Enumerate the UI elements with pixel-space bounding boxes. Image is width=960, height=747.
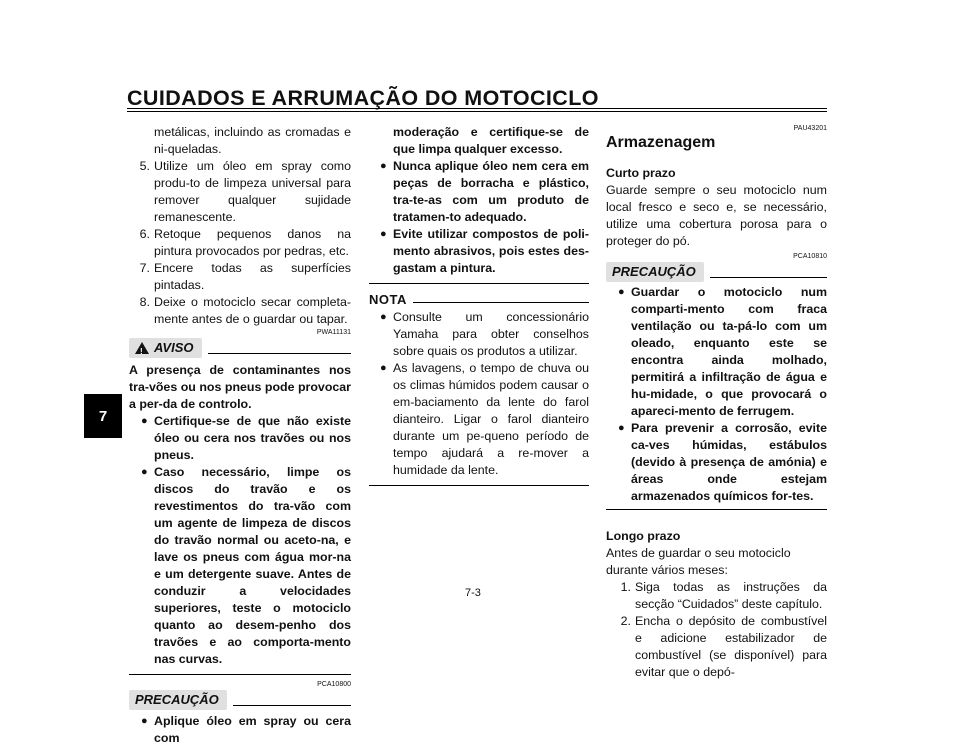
divider (208, 353, 352, 354)
bullet-text: As lavagens, o tempo de chuva ou os climas húmidos podem causar o em-baciamento da lente do farol dianteiro. Ligar o farol dianteiro durante um pe-queno período de tempo ajudará a re-mover a humidade da lente. (393, 361, 589, 477)
warning-badge (129, 338, 202, 358)
section-divider (369, 283, 589, 284)
paragraph: moderação e certifique-se de que limpa qualquer excesso. (393, 125, 589, 156)
bullet-text: Guardar o motociclo num comparti-mento com fraca ventilação ou ta-pá-lo com um oleado, enquanto este se encontra ainda molhado, permitirá a infiltração de água e hu-midade, o que provocará o apareci-mento de ferrugem. (631, 285, 827, 418)
column-3 (606, 124, 827, 681)
list-item (380, 309, 589, 360)
paragraph: Guarde sempre o seu motociclo num local fresco e seco e, se necessário, utilize uma cobertura porosa para o proteger do pó. (606, 183, 827, 248)
bullet-text: Consulte um concessionário Yamaha para obter conselhos sobre quais os produtos a utilizar. (393, 310, 589, 358)
step-text: Deixe o motociclo secar completa-mente antes de o guardar ou tapar. (154, 295, 351, 326)
caution-header (606, 261, 827, 283)
warning-label: AVISO (154, 340, 194, 355)
warning-icon: ! (135, 342, 149, 354)
step-text: Siga todas as instruções da secção “Cuidados” deste capítulo. (635, 580, 827, 611)
step-number: 6. (139, 227, 150, 241)
list-item (610, 579, 827, 613)
step-list (129, 158, 351, 328)
list-item (380, 158, 589, 226)
bullet-icon: ● (380, 228, 387, 240)
step-number: 7. (139, 261, 150, 275)
list-item (141, 713, 351, 747)
paragraph: Antes de guardar o seu motociclo durante vários meses: (606, 546, 791, 577)
caution-bullets (369, 158, 589, 277)
bullet-icon: ● (380, 362, 387, 374)
warning-bullets (129, 413, 351, 668)
column-2 (369, 124, 589, 486)
divider (233, 705, 351, 706)
note-bullets (369, 309, 589, 479)
divider (710, 277, 827, 278)
list-item (610, 613, 827, 681)
reference-code: PCA10800 (317, 681, 351, 688)
page-title: CUIDADOS E ARRUMAÇÃO DO MOTOCICLO (127, 86, 599, 110)
section-title: Armazenagem (606, 134, 716, 151)
chapter-tab: 7 (84, 394, 122, 438)
column-1 (129, 124, 351, 747)
bullet-icon: ● (141, 715, 148, 727)
list-item (141, 464, 351, 668)
caution-bullets (606, 284, 827, 505)
step-text: Encere todas as superfícies pintadas. (154, 261, 351, 292)
step-text: Utilize um óleo em spray como produ-to de limpeza universal para remover qualquer sujidade remanescente. (154, 159, 351, 224)
bullet-icon: ● (380, 160, 387, 172)
bullet-icon: ● (618, 422, 625, 434)
divider (413, 302, 589, 303)
list-item (129, 294, 351, 328)
warning-header (129, 337, 351, 359)
subsection-title: Curto prazo (606, 166, 676, 180)
bullet-icon: ● (141, 415, 148, 427)
section-divider (606, 509, 827, 510)
step-list (606, 579, 827, 681)
step-number: 1. (620, 580, 631, 594)
bullet-icon: ● (618, 286, 625, 298)
step-number: 5. (139, 159, 150, 173)
bullet-icon: ● (141, 466, 148, 478)
list-item (141, 413, 351, 464)
header-rule (127, 108, 827, 109)
header-rule (127, 111, 827, 112)
caution-badge: PRECAUÇÃO (606, 262, 704, 282)
bullet-text: Evite utilizar compostos de poli-mento abrasivos, pois estes des-gastam a pintura. (393, 227, 589, 275)
bullet-icon: ● (380, 311, 387, 323)
list-item (129, 226, 351, 260)
reference-code: PCA10810 (793, 253, 827, 260)
bullet-text: Nunca aplique óleo nem cera em peças de borracha e plástico, tra-te-as com um produto de tratamen-to adequado. (393, 159, 589, 224)
section-divider (129, 674, 351, 675)
note-label: NOTA (369, 291, 407, 307)
step-text: Retoque pequenos danos na pintura provocados por pedras, etc. (154, 227, 351, 258)
warning-intro: A presença de contaminantes nos tra-vões ou nos pneus pode provocar a per-da de controlo. (129, 363, 351, 411)
bullet-text: Caso necessário, limpe os discos do travão e os revestimentos do tra-vão com um agente de limpeza de discos do travão normal ou aceto-na, e lave os pneus com água mor-na e um detergente suave. Antes de conduzir a velocidades superiores, teste o motociclo quanto ao desem-penho dos travões e ao comporta-mento nas curvas. (154, 465, 351, 666)
list-item (618, 420, 827, 505)
subsection-title: Longo prazo (606, 529, 681, 543)
list-item (129, 158, 351, 226)
caution-badge: PRECAUÇÃO (129, 690, 227, 710)
list-item (380, 226, 589, 277)
step-text: Encha o depósito de combustível e adicione estabilizador de combustível (se disponível) para evitar que o depó- (635, 614, 827, 679)
list-item (129, 260, 351, 294)
caution-bullets (129, 713, 351, 747)
step-number: 8. (139, 295, 150, 309)
note-header (369, 289, 589, 309)
caution-header (129, 689, 351, 711)
bullet-text: Para prevenir a corrosão, evite ca-ves húmidas, estábulos (devido à presença de amónia) e áreas onde estejam armazenados químicos for-tes. (631, 421, 827, 503)
list-item (380, 360, 589, 479)
step-number: 2. (620, 614, 631, 628)
reference-code: PWA11131 (316, 329, 351, 336)
paragraph: metálicas, incluindo as cromadas e ni-queladas. (154, 125, 351, 156)
reference-code: PAU43201 (793, 125, 827, 132)
list-item (618, 284, 827, 420)
bullet-text: Certifique-se de que não existe óleo ou cera nos travões ou nos pneus. (154, 414, 351, 462)
section-divider (369, 485, 589, 486)
bullet-text: Aplique óleo em spray ou cera com (154, 714, 351, 745)
page-number: 7-3 (465, 587, 481, 599)
